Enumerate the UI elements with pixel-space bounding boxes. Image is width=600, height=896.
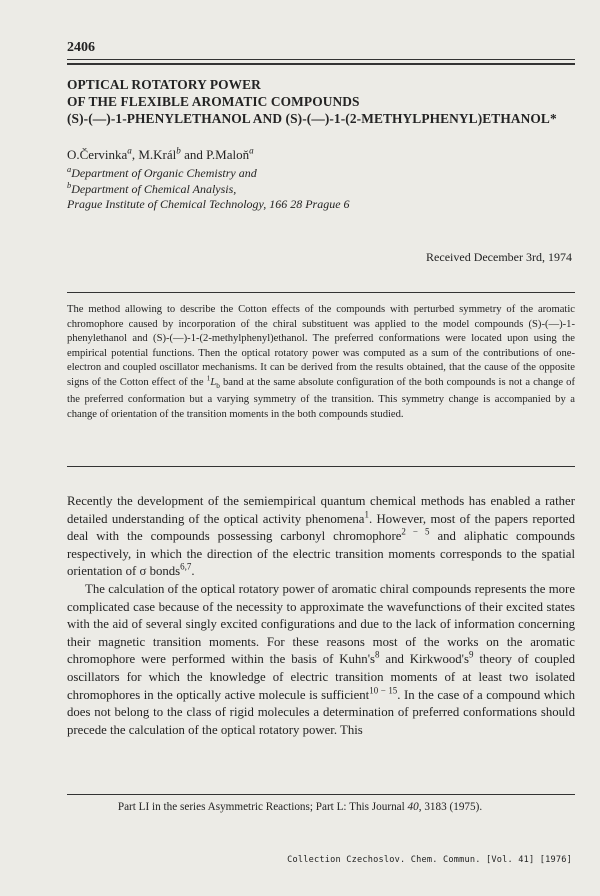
- title-line-1: OPTICAL ROTATORY POWER: [67, 77, 261, 92]
- author-name: O.Červinka: [67, 147, 128, 162]
- received-date: Received December 3rd, 1974: [426, 250, 572, 264]
- body-text: [67, 493, 575, 739]
- title-line-2: OF THE FLEXIBLE AROMATIC COMPOUNDS: [67, 94, 360, 109]
- paper-title: [67, 76, 587, 127]
- affiliation-line: Prague Institute of Chemical Technology, 166 28 Prague 6: [67, 197, 350, 211]
- author-affiliation-mark: a: [249, 145, 254, 156]
- reference-mark: 6,7: [180, 562, 192, 573]
- page-number: 2406: [67, 40, 95, 55]
- header-rule-thin: [67, 59, 575, 60]
- footnote: Part LI in the series Asymmetric Reactions; Part L: This Journal 40, 3183 (1975).: [117, 801, 483, 813]
- title-line-3: (S)-(—)-1-PHENYLETHANOL AND (S)-(—)-1-(2-METHYLPHENYL)ETHANOL*: [67, 111, 557, 126]
- affiliations: [67, 166, 350, 213]
- abstract: The method allowing to describe the Cotton effects of the compounds with perturbed symmetry of the aromatic chromophore caused by incorporation of the chiral substituent was applied to the model compounds (S)-(—)-1-phenylethanol and (S)-(—)-1-(2-methylphenyl)ethanol. The preferred conformations were located upon using the empirical potential functions. Then the optical rotatory power was computed as a sum of the contributions of one-electron and coupled oscillator mechanisms. It can be derived from the results obtained, that the cause of the opposite signs of the Cotton effect of the $^1L_b$ band at the same absolute configuration of the both compounds is not a change of the preferred conformation but a varying symmetry of the transition. This symmetry change is accompanied by a change of orientation of the transition moments in the both compounds studied.: [67, 304, 575, 420]
- affiliation-line: $^b$Department of Chemical Analysis,: [67, 180, 237, 196]
- journal-citation: Collection Czechoslov. Chem. Commun. [Vol. 41] [1976]: [287, 855, 572, 865]
- author-affiliation-mark: b: [176, 145, 181, 156]
- reference-mark: 8: [375, 650, 380, 661]
- affiliation-line: $^a$Department of Organic Chemistry and: [67, 165, 257, 180]
- paragraph: The calculation of the optical rotatory power of aromatic chiral compounds represents the more complicated case because of the necessity to approximate the wavefunctions of their excited states with the aid of several singly excited configurations and due to the lack of information concerning their magnetic transition moments. For these reasons most of the works on the aromatic chromophore were performed within the basis of $Kuhn's^8$ and $Kirkwood's^9$ theory of coupled oscillators for which the knowledge of electric transition moments of at least two isolated chromophores in the optically active molecule is sufficient$^{10 - 15}$. In the case of a compound which does not belong to the class of rigid molecules a determination of preferred conformations should precede the calculation of the optical rotatory power. This: [67, 581, 576, 737]
- abstract-rule-top: [67, 292, 575, 293]
- reference-mark: 10 − 15: [369, 685, 398, 696]
- author-name: M.Král: [138, 147, 177, 162]
- reference-mark: 9: [468, 650, 474, 661]
- header-rule-thick: [67, 63, 575, 65]
- footnote-rule: [67, 794, 575, 795]
- abstract-rule-bottom: [67, 466, 575, 467]
- reference-mark: 2 − 5: [401, 526, 430, 537]
- author-affiliation-mark: a: [127, 145, 132, 156]
- author-name: P.Maloň: [206, 147, 250, 162]
- author-list: O.Červinka$^a$, M.Král$^b$ and P.Maloň$^a$: [67, 145, 254, 162]
- paragraph: Recently the development of the semiempirical quantum chemical methods has enabled a rather detailed understanding of the optical activity phenomena$^1$. However, most of the papers reported deal with the compounds possessing carbonyl chromophore$^{2 - 5}$ and aliphatic compounds respectively, in which the direction of the electric transition moments corresponds to the spatial orientation of σ bonds$^{6,7}$.: [67, 494, 575, 579]
- reference-mark: 1: [364, 509, 369, 520]
